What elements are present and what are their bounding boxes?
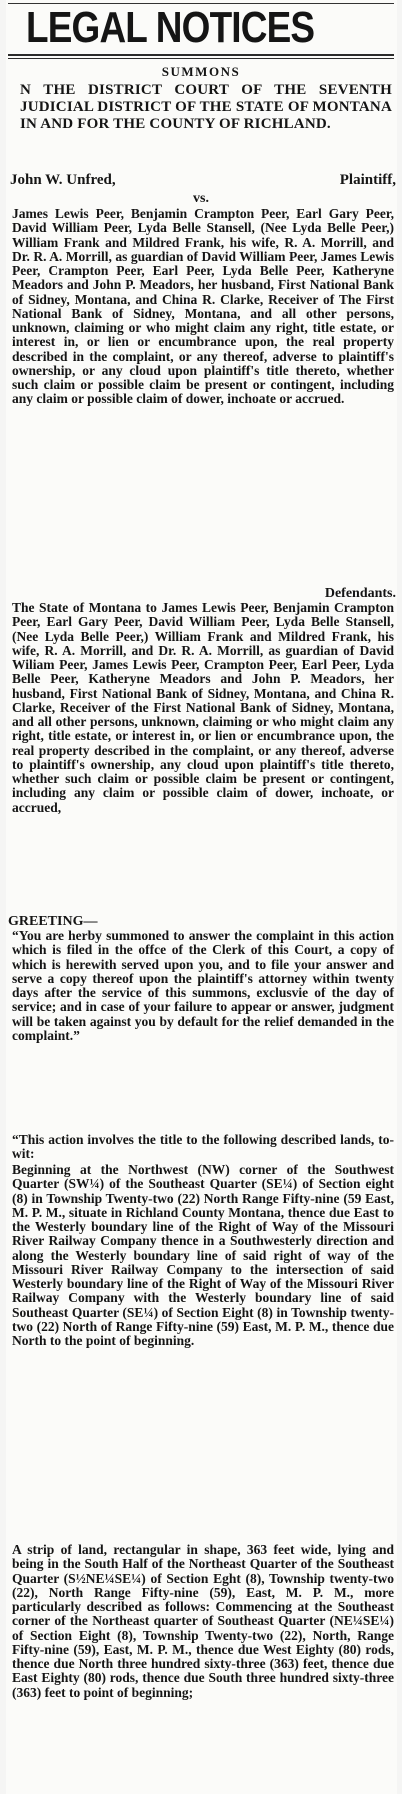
title-rule bbox=[8, 54, 394, 56]
strip-description-paragraph: A strip of land, rectangular in shape, 363 feet wide, lying and being in the South Half of the Northeast Quarter of the Southeast Quarter (S½NE¼SE¼) of Section Eght (8), Township twenty-two (22), North Range Fifty-nine (59), East, M. P. M., more particularly described as follows: Commencing at the Southeast corner of the Northeast quarter of Southeast Quarter (NE¼SE¼) of Section Eight (8), Township Twenty-two (22), North, Range Fifty-nine (59), East, M. P. M., thence due West Eighty (80) rods, thence due North three hundred sixty-three (363) feet, thence due East Eighty (80) rods, thence due South three hundred sixty-three (363) feet to point of beginning; bbox=[12, 1542, 394, 1700]
paper-tone-right bbox=[397, 0, 402, 1794]
defendants-label: Defendants. bbox=[324, 586, 396, 601]
page-title: LEGAL NOTICES bbox=[26, 3, 315, 52]
summons-title: SUMMONS bbox=[161, 64, 241, 79]
title-rule-thin bbox=[8, 58, 394, 59]
defendants-paragraph: James Lewis Peer, Benjamin Crampton Peer, Earl Gary Peer, David William Peer, Lyda Belle Stansell, (Nee Lyda Belle Peer,) William Frank and Mildred Frank, his wife, R. A. Morrill, and Dr. R. A. Morrill, as guardian of David William Peer, James Lewis Peer, Crampton Peer, Earl Peer, Lyda Belle Peer, Katheryne Meadors and John P. Meadors, her husband, First National Bank of Sidney, Montana, and China R. Clarke, Receiver of The First National Bank of Sidney, Montana, and all other persons, unknown, claiming or who might claim any right, title estate, or interest in, or lien or encumbrance upon, the real property described in the complaint, or any thereof, adverse to plaintiff's ownership, or any cloud upon plaintiff's title thereto, whether such claim or possible claim be present or contingent, including any claim or possible claim of dower, inchoate or accrued. bbox=[12, 206, 394, 407]
action-paragraph: “This action involves the title to the following described lands, to-wit: bbox=[12, 1132, 394, 1162]
state-address-paragraph: The State of Montana to James Lewis Peer, Benjamin Crampton Peer, Earl Gary Peer, David William Peer, Lyda Belle Stansell, (Nee Lyda Belle Peer,) William Frank and Mildred Frank, his wife, R. A. Morrill, and Dr. R. A. Morrill, as guardian of David Wiliam Peer, James Lewis Peer, Crampton Peer, Earl Peer, Lyda Belle Peer, Katheryne Meadors and John P. Meadors, her husband, First National Bank of Sidney, Montana, and China R. Clarke, Receiver of the First National Bank of Sidney, Montana, and all other persons, unknown, claiming or who might claim any right, title estate, or interest in, or lien or encumbrance upon, the real property described in the complaint, or any thereof, adverse to plaintiff's ownership, any cloud upon plaintiff's title thereto, whether such claim or possible claim be present or contingent, including any claim or possible claim of dower, inchoate, or accrued, bbox=[12, 600, 394, 815]
greeting-label: GREETING— bbox=[8, 914, 98, 929]
versus-label: vs. bbox=[193, 191, 209, 206]
summons-paragraph: “You are herby summoned to answer the complaint in this action which is filed in the offce of the Clerk of this Court, a copy of which is herewith served upon you, and to file your answer and serve a copy thereof upon the plaintiff's attorney within twenty days after the service of this summons, exclusvie of the day of service; and in case of your failure to appear or answer, judgment will be taken against you by default for the relief demanded in the complaint.” bbox=[12, 928, 394, 1043]
court-caption: N THE DISTRICT COURT OF THE SEVENTH JUDICIAL DISTRICT OF THE STATE OF MONTANA IN AND FOR THE COUNTY OF RICHLAND. bbox=[20, 82, 392, 132]
plaintiff-name: John W. Unfred, bbox=[10, 172, 116, 188]
paper-tone-left bbox=[0, 0, 6, 1794]
land-description-paragraph: Beginning at the Northwest (NW) corner of the Southwest Quarter (SW¼) of the Southeast Quarter (SE¼) of Section eight (8) in Township Twenty-two (22) North Range Fifty-nine (59 East, M. P. M., situate in Richland County Montana, thence due East to the Westerly boundary line of the Right of Way of the Missouri River Railway Company thence in a Southwesterly direction and along the Westerly boundary line of said right of way of the Missouri River Railway Company to the intersection of said Westerly boundary line of the Right of Way of the Missouri River Railway Company with the Westerly boundary line of said Southeast Quarter (SE¼) of Section Eight (8) in Township twenty-two (22) North of Range Fifty-nine (59) East, M. P. M., thence due North to the point of beginning. bbox=[12, 1162, 394, 1348]
plaintiff-label: Plaintiff, bbox=[339, 172, 396, 188]
